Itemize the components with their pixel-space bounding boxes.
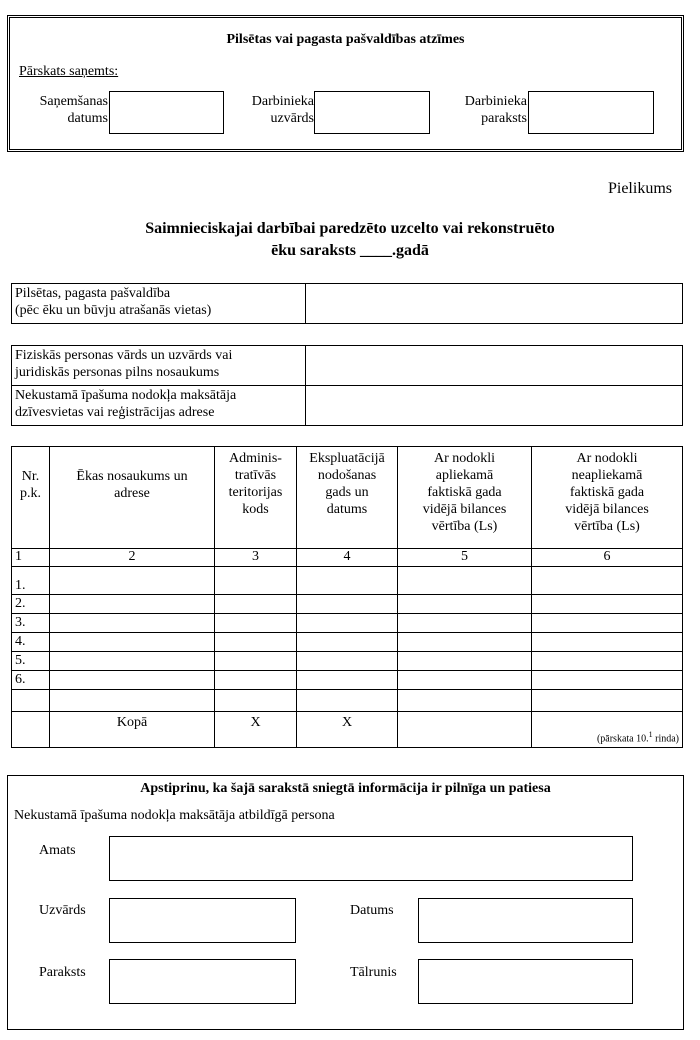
table-cell[interactable] — [50, 614, 215, 633]
table-cell[interactable] — [398, 671, 532, 690]
column-number: 6 — [532, 549, 683, 567]
row-number: 1. — [12, 567, 50, 595]
table-cell[interactable] — [297, 633, 398, 652]
confirmation-subtitle: Nekustamā īpašuma nodokļa maksātāja atbildīgā persona — [14, 808, 335, 823]
row-number: 6. — [12, 671, 50, 690]
table-cell[interactable] — [398, 652, 532, 671]
total-taxable-cell[interactable] — [398, 712, 532, 748]
table-cell[interactable] — [50, 690, 215, 712]
table-cell[interactable] — [12, 690, 50, 712]
table-row — [12, 690, 683, 712]
date-label: Datums — [350, 903, 394, 918]
table-cell[interactable] — [398, 614, 532, 633]
table-cell[interactable] — [297, 690, 398, 712]
table-row — [12, 595, 683, 614]
table-cell[interactable] — [532, 595, 683, 614]
column-number: 2 — [50, 549, 215, 567]
surname-field[interactable] — [109, 898, 296, 943]
receipt-date-label: Saņemšanas datums — [39, 94, 108, 126]
page-title: Saimnieciskajai darbībai paredzēto uzcelto vai rekonstruēto ēku saraksts ____.gadā — [145, 220, 555, 259]
column-number-row — [12, 549, 683, 567]
header-nontaxable-value: Ar nodokli neapliekamā faktiskā gada vidējā bilances vērtība (Ls) — [532, 447, 683, 549]
header-commissioning: Ekspluatācijā nodošanas gads un datums — [297, 447, 398, 549]
column-number: 5 — [398, 549, 532, 567]
municipal-section-title: Pilsētas vai pagasta pašvaldības atzīmes — [226, 32, 465, 47]
buildings-table — [11, 446, 683, 748]
taxpayer-address-field[interactable] — [306, 386, 683, 426]
table-cell[interactable] — [50, 671, 215, 690]
employee-surname-label: Darbinieka uzvārds — [251, 94, 314, 126]
column-number: 1 — [12, 549, 50, 567]
header-taxable-value: Ar nodokli apliekamā faktiskā gada vidējā bilances vērtība (Ls) — [398, 447, 532, 549]
column-number: 4 — [297, 549, 398, 567]
total-nontaxable-cell[interactable] — [532, 712, 683, 748]
table-cell[interactable] — [398, 595, 532, 614]
position-label: Amats — [39, 843, 76, 858]
table-cell[interactable] — [297, 671, 398, 690]
table-cell[interactable] — [297, 567, 398, 595]
table-cell[interactable] — [50, 652, 215, 671]
person-name-field[interactable] — [306, 346, 683, 386]
table-cell[interactable] — [215, 567, 297, 595]
surname-label: Uzvārds — [39, 903, 86, 918]
table-cell[interactable] — [297, 652, 398, 671]
table-cell[interactable] — [215, 595, 297, 614]
date-field[interactable] — [418, 898, 633, 943]
table-cell[interactable] — [532, 633, 683, 652]
header-nr: Nr. p.k. — [12, 447, 50, 549]
header-building-name: Ēkas nosaukums un adrese — [50, 447, 215, 549]
row-number: 5. — [12, 652, 50, 671]
table-cell[interactable] — [532, 614, 683, 633]
header-admin-code: Adminis- tratīvās teritorijas kods — [215, 447, 297, 549]
municipality-field[interactable] — [306, 284, 683, 324]
table-row — [12, 567, 683, 595]
table-cell[interactable] — [215, 671, 297, 690]
table-row — [12, 652, 683, 671]
phone-label: Tālrunis — [350, 965, 397, 980]
report-row-note: (pārskata 10.$^1$ rinda) — [596, 729, 679, 744]
table-cell[interactable] — [215, 690, 297, 712]
employee-signature-field[interactable] — [528, 91, 654, 134]
table-cell[interactable] — [532, 671, 683, 690]
table-row — [12, 633, 683, 652]
appendix-label: Pielikums — [607, 180, 672, 197]
signature-field[interactable] — [109, 959, 296, 1004]
municipality-label: Pilsētas, pagasta pašvaldība (pēc ēku un būvju atrašanās vietas) — [12, 284, 306, 324]
position-field[interactable] — [109, 836, 633, 881]
employee-surname-field[interactable] — [314, 91, 430, 134]
table-cell[interactable] — [532, 567, 683, 595]
x-mark: X — [215, 712, 297, 748]
employee-signature-label: Darbinieka paraksts — [464, 94, 527, 126]
table-cell — [12, 712, 50, 748]
table-cell[interactable] — [398, 567, 532, 595]
table-row — [12, 671, 683, 690]
table-cell[interactable] — [398, 633, 532, 652]
total-label: Kopā — [50, 712, 215, 748]
table-cell[interactable] — [532, 690, 683, 712]
table-cell[interactable] — [215, 633, 297, 652]
table-cell[interactable] — [50, 567, 215, 595]
column-number: 3 — [215, 549, 297, 567]
municipality-table — [11, 283, 683, 324]
taxpayer-address-label: Nekustamā īpašuma nodokļa maksātāja dzīvesvietas vai reģistrācijas adrese — [12, 386, 306, 426]
table-header-row — [12, 447, 683, 549]
received-label: Pārskats saņemts: — [19, 64, 119, 79]
total-row — [12, 712, 683, 748]
table-cell[interactable] — [297, 614, 398, 633]
table-cell[interactable] — [50, 595, 215, 614]
phone-field[interactable] — [418, 959, 633, 1004]
taxpayer-table — [11, 345, 683, 426]
row-number: 2. — [12, 595, 50, 614]
confirmation-title: Apstiprinu, ka šajā sarakstā sniegtā informācija ir pilnīga un patiesa — [140, 781, 551, 796]
person-name-label: Fiziskās personas vārds un uzvārds vai juridiskās personas pilns nosaukums — [12, 346, 306, 386]
table-cell[interactable] — [398, 690, 532, 712]
signature-label: Paraksts — [39, 965, 86, 980]
table-cell[interactable] — [215, 614, 297, 633]
table-cell[interactable] — [215, 652, 297, 671]
table-cell[interactable] — [532, 652, 683, 671]
receipt-date-field[interactable] — [109, 91, 224, 134]
table-cell[interactable] — [50, 633, 215, 652]
table-cell[interactable] — [297, 595, 398, 614]
row-number: 3. — [12, 614, 50, 633]
table-row — [12, 614, 683, 633]
row-number: 4. — [12, 633, 50, 652]
x-mark: X — [297, 712, 398, 748]
